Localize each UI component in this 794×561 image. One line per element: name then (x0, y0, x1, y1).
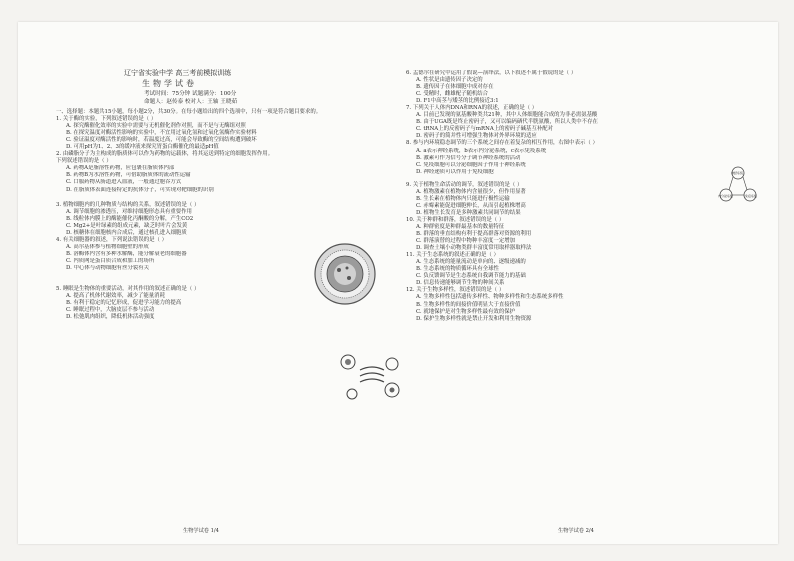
question-stem: 10. 关于种群和群落，叙述错误的是（ ） (406, 216, 505, 223)
page-footer-right: 生物学试卷 2/4 (558, 528, 594, 534)
option: D. 调查土壤小动物类群丰富度常用取样器取样法 (416, 245, 532, 252)
option: C. 口服药物从肠道进入血液，一般通过胞吞方式 (66, 179, 182, 186)
option: D. 保护生物多样性就是禁止开发和利用生物资源 (416, 315, 532, 322)
option: A. 植物激素在植物体内含量很少，但作用显著 (416, 188, 526, 195)
option: A. 生态系统的能量流动是单向的、逐级递减的 (416, 259, 526, 266)
option: D. 神经递质可以作用于免疫细胞 (416, 168, 494, 175)
figure-label-c: 免疫系统 (745, 194, 758, 198)
option: A. 性状是由遗传因子决定的 (416, 77, 483, 84)
option: C. 受精时，雌雄配子随机结合 (416, 91, 489, 98)
question-stem: 3. 植物细胞内的几种物质与结构的关系，叙述错误的是（ ） (56, 201, 200, 208)
question-stem: 4. 有关细胞器的叙述，下列说法错误的是（ ） (56, 236, 167, 243)
option: C. 群落演替的过程中物种丰富度一定增加 (416, 238, 516, 245)
question-1 (56, 116, 408, 151)
page-footer-left: 生物学试卷 1/4 (183, 528, 219, 534)
option: C. 验证温度对酶活性的影响时，若温度过高，可能会导致酶的空间结构遭到破坏 (66, 137, 257, 144)
question-2 (56, 151, 408, 193)
option: A. 提高了机体代谢效率，减少了能量消耗 (66, 293, 165, 300)
option: D. 可用pH为1、2、3的缓冲液来探究胃蛋白酶催化的最适pH值 (66, 144, 219, 151)
option: A. a表示神经系统，b表示内分泌系统，c表示免疫系统 (416, 147, 547, 154)
exam-title: 辽宁省实验中学 高三考前模拟训练 (124, 69, 232, 77)
question-10 (406, 217, 758, 252)
option: C. 赤霉素能促进细胞伸长，从而引起植株增高 (416, 202, 526, 209)
section-instruction: 一、选择题：本题共15小题，每小题2分，共30分。在每小题给出的四个选项中，只有一项是符合题目要求的。 (56, 109, 322, 115)
left-column (56, 68, 408, 522)
question-8 (406, 140, 758, 175)
option: B. 生态系统的物质循环具有全球性 (416, 266, 499, 273)
question-7 (406, 105, 758, 140)
option: D. 植物生长发育是多种激素共同调节的结果 (416, 209, 521, 216)
question-stem: 6. 孟德尔在研究中运用了假说—演绎法，以下叙述不属于假说的是（ ） (406, 70, 577, 76)
question-stem: 8. 参与内环境稳态调节的三个系统之间存在着复杂的相互作用，右图中表示（ ） (406, 140, 598, 147)
option: C. 免疫细胞可以分泌细胞因子作用于神经系统 (416, 161, 526, 168)
option: D. 核糖体在细胞核内合成后，通过核孔进入细胞质 (66, 229, 187, 236)
question-6 (406, 70, 758, 105)
option: C. 睡眠过程中，大脑皮层不参与活动 (66, 307, 155, 314)
option: C. 就地保护是对生物多样性最有效的保护 (416, 308, 516, 315)
question-stem: 2. 由磷脂分子为主构成的脂质体可以作为药物的运载体，将其运送到特定的细胞发挥作用。 (56, 151, 274, 158)
option: B. 线粒体内膜上的酶能催化丙酮酸的分解，产生CO2 (66, 215, 194, 222)
option: D. 在脂质体表面连接特定的抗体分子，可实现对靶细胞的识别 (66, 186, 214, 193)
question-stem: 5. 睡眠是生物体的重要活动，对其作用的叙述正确的是（ ） (56, 286, 200, 293)
question-stem: 下列叙述错误的是（ ） (56, 158, 112, 165)
figure-label-a: 神经系统 (731, 171, 744, 175)
option: B. 生物多样性的间接价值明显大于直接价值 (416, 301, 521, 308)
option: C. tRNA上的反密码子与mRNA上的密码子碱基互补配对 (416, 126, 554, 133)
question-11 (406, 252, 758, 287)
question-stem: 11. 关于生态系统的叙述正确的是（ ） (406, 252, 499, 259)
organelle-figure (336, 350, 406, 413)
option: B. 药物B为水溶性药物，可借助脂质体的流动性运输 (66, 172, 191, 179)
option: C. Mg2+是叶绿素的组成元素，缺乏时叶片会发黄 (66, 222, 188, 229)
option: A. 目前已发现的氨基酸种类共21种，其中人体细胞能合成的为非必需氨基酸 (416, 112, 598, 119)
option: C. 负反馈调节是生态系统自我调节能力的基础 (416, 273, 526, 280)
option: D. 信息传递能够调节生物的种间关系 (416, 280, 505, 287)
option: B. 生长素在植物体内只能进行极性运输 (416, 195, 510, 202)
question-stem: 9. 关于植物生命活动的调节，叙述错误的是（ ） (406, 181, 523, 188)
option: B. 激素可作为信号分子调节神经系统的活动 (416, 154, 521, 161)
question-stem: 7. 下列关于人体内DNA和RNA的叙述，正确的是（ ） (406, 105, 538, 112)
option: A. 探究酶催化效率的实验中需要与无机催化剂作对照，而不是与无酶组对照 (66, 123, 246, 130)
option: B. 有利于稳定的记忆形成，促进学习能力的提高 (66, 300, 182, 307)
exam-time: 考试时间：75分钟 试题满分：100分 (144, 91, 237, 97)
option: B. 在探究温度对酶活性影响的实验中，不宜用过氧化氢和过氧化氢酶作实验材料 (66, 130, 257, 137)
option: A. 高尔基体参与植物细胞壁的形成 (66, 243, 149, 250)
option: B. 溶酶体内含有多种水解酶，能分解衰老的细胞器 (66, 250, 187, 257)
question-3 (56, 202, 408, 237)
exam-subject: 生物学试卷 (142, 79, 197, 88)
liposome-figure (311, 240, 379, 311)
figure-label-b: 内分泌系统 (718, 194, 734, 198)
question-9 (406, 182, 758, 217)
question-12 (406, 287, 758, 322)
option: A. 生物多样性包括遗传多样性、物种多样性和生态系统多样性 (416, 294, 564, 301)
option: D. 松弛肌肉组织，降低机体活动强度 (66, 314, 155, 321)
question-stem: 1. 关于酶的实验，下列叙述错误的是（ ） (56, 116, 157, 123)
option: D. F1中高茎与矮茎的比例接近3:1 (416, 98, 499, 105)
regulation-cycle-figure (718, 165, 758, 208)
option: A. 药物A是脂溶性药物，应包裹在脂质体内部 (66, 165, 175, 172)
option: D. 中心体与动物细胞有丝分裂有关 (66, 264, 150, 271)
exam-authors: 命题人：赵传泰 校对人：王轴 王晓茹 (144, 99, 238, 105)
option: A. 种群密度是种群最基本的数量特征 (416, 223, 505, 230)
option: A. 调节细胞的渗透压，对维持细胞形态具有重要作用 (66, 208, 192, 215)
exam-sheet (18, 22, 778, 544)
option: B. 群落的垂直结构有利于提高群落对资源的利用 (416, 231, 532, 238)
option: B. 遗传因子在体细胞中成对存在 (416, 84, 494, 91)
right-column (406, 70, 758, 524)
question-stem: 12. 关于生物多样性，叙述错误的是（ ） (406, 287, 505, 294)
option: C. 内质网是蛋白质合成和加工的场所 (66, 257, 155, 264)
option: D. 密码子的简并性可增强生物体对外界环境的适应 (416, 133, 537, 140)
option: B. 由于UGA既是终止密码子，又可以编码硒代半胱氨酸，所以人类中不存在 (416, 119, 598, 126)
